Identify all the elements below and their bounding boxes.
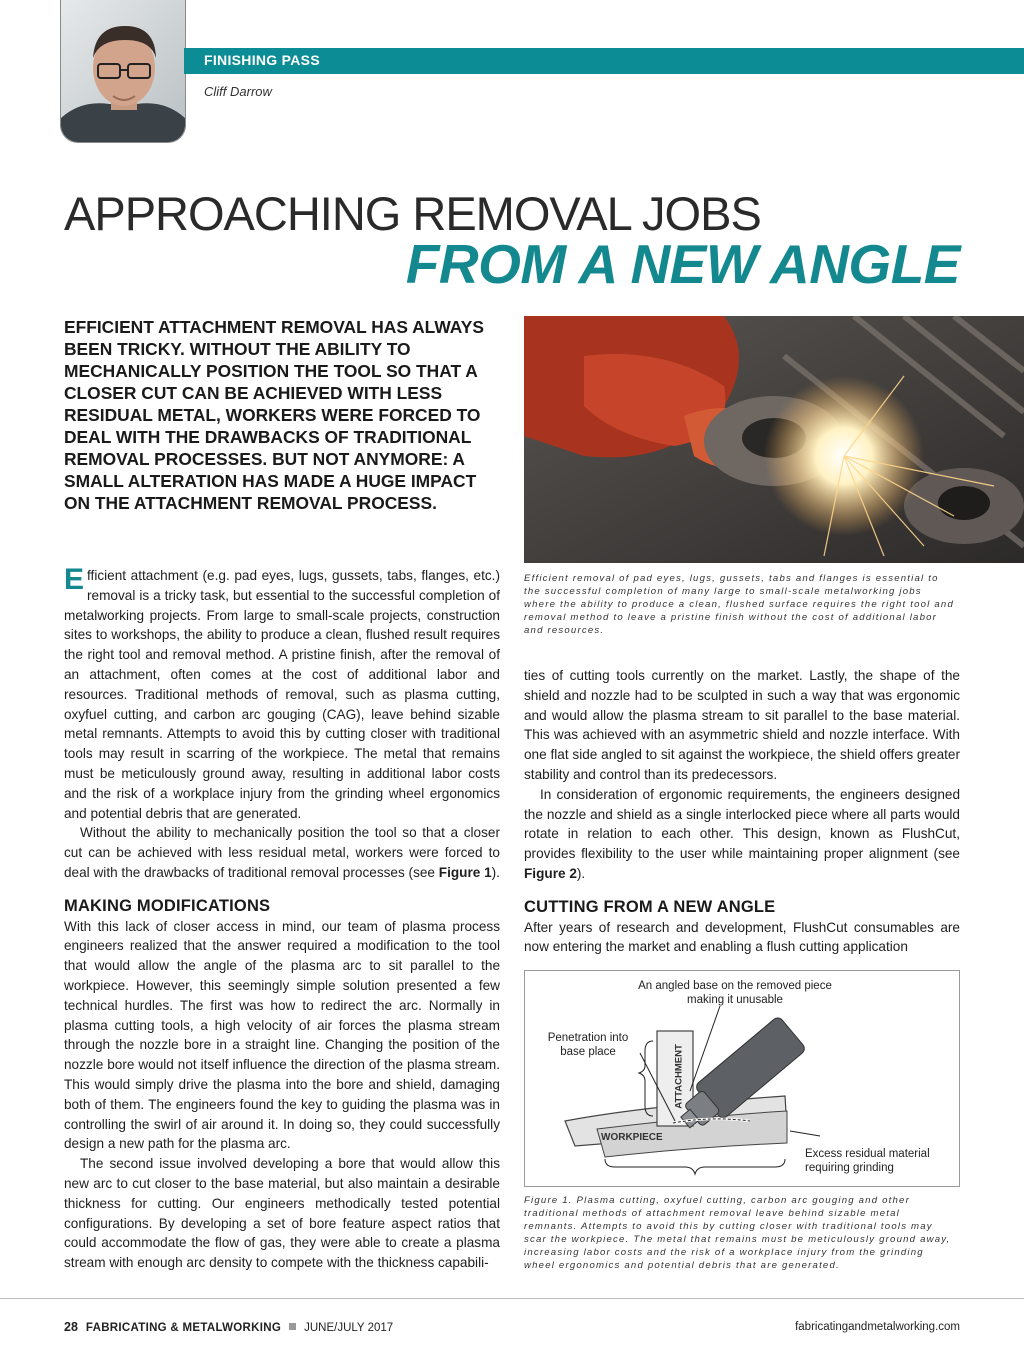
plasma-cutting-photo [524,316,1024,563]
body-column-left [64,563,500,1273]
figure-1-label-angled-base: An angled base on the removed piece making it unusable [638,980,832,1006]
section-label: FINISHING PASS [204,52,320,68]
subhead-making-modifications: MAKING MODIFICATIONS [64,896,271,915]
figure-2-ref: Figure 2 [524,865,577,881]
figure-1-label-workpiece: WORKPIECE [601,1132,663,1143]
subhead-cutting-from-a-new-angle: CUTTING FROM A NEW ANGLE [524,897,776,916]
body-column-right [524,666,960,957]
headline-line-2: FROM A NEW ANGLE [405,233,960,295]
figure-1-ref: Figure 1 [438,864,492,880]
magazine-name: FABRICATING & METALWORKING [85,1322,282,1334]
figure-1-label-attachment: ATTACHMENT [673,1044,685,1109]
body-paragraph-6: In consideration of ergonomic requirements, the engineers designed the nozzle and shield as a single interlocked piece where all parts would rotate in relation to each other. This design, known as FlushCut, provides flexibility to the user while maintaining proper alignment (see Figure 2). [524,786,960,881]
figure-1-label-excess-material: Excess residual material requiring grinding [805,1148,930,1174]
body-paragraph-1: fficient attachment (e.g. pad eyes, lugs, gussets, tabs, flanges, etc.) removal is a tricky task, but essential to the successful completion of metalworking projects. From large to small-scale projects, construction sites to workshops, the ability to produce a clean, flushed result requires the right tool and removal method. A pristine finish, after the removal of an attachment, often comes at the cost of additional labor and resources. Traditional methods of removal, such as plasma cutting, oxyfuel cutting, and carbon arc gouging (CAG), leave behind sizable metal remnants. Attempts to avoid this by cutting closer with traditional tools may result in scarring of the workpiece. The metal that remains must be meticulously ground away, resulting in additional labor costs and the risk of a workplace injury from the grinding wheel ergonomics and potential debris that are generated. [64,568,500,821]
body-paragraph-3: With this lack of closer access in mind, our team of plasma process engineers realized that the answer required a modification to the tool that would allow the angle of the plasma arc to sit parallel to the workpiece. However, this seemingly simple solution presented a few technical hurdles. The first was how to redirect the arc. Normally in plasma cutting tools, a high velocity of air forces the plasma stream through the nozzle bore in a straight line. Changing the position of the nozzle bore would not itself influence the direction of the plasma stream. This would simply drive the plasma into the bore and shield, damaging both of them. The engineers found the key to guiding the plasma was in controlling the swirl of air around it. In doing so, they could successfully design a new path for the plasma arc. [64,918,500,1152]
drop-cap: E [64,563,85,596]
body-paragraph-5: ties of cutting tools currently on the market. Lastly, the shape of the shield and nozzle had to be sculpted in such a way that was ergonomic and would allow the plasma stream to sit parallel to the base material. This was achieved with an asymmetric shield and nozzle interface. With one flat side angled to sit against the workpiece, the shield offers greater stability and control than its predecessors. [524,668,960,782]
author-name: Cliff Darrow [204,84,272,99]
issue-date: JUNE/JULY 2017 [304,1322,394,1334]
body-paragraph-2: Without the ability to mechanically position the tool so that a closer cut can be achieved with less residual metal, workers were forced to deal with the drawbacks of traditional removal processes (see Figure 1). [64,825,500,880]
body-paragraph-4: The second issue involved developing a bore that would allow this new arc to cut closer to the base material, but also maintain a desirable thickness for cutting. Our engineers methodically tested potential configurations. By developing a set of bore feature aspect ratios that could accommodate the flow of gas, they were able to create a plasma stream with enough arc density to compete with the thickness capabili- [64,1156,500,1271]
separator-square-icon [289,1323,296,1330]
page-number: 28 [64,1320,78,1334]
footer-url: fabricatingandmetalworking.com [795,1321,960,1333]
author-portrait [60,0,186,143]
footer-rule [0,1298,1024,1299]
photo-caption: Efficient removal of pad eyes, lugs, gussets, tabs and flanges is essential to the successful completion of many large to small-scale metalworking jobs where the ability to produce a clean, flushed surface requires the right tool and removal method to leave a pristine finish without the cost of additional labor and resources. [524,573,954,636]
figure-1-label-penetration: Penetration into base place [547,1032,629,1058]
body-paragraph-7: After years of research and development, FlushCut consumables are now entering the market and enabling a flush cutting application [524,919,960,955]
figure-1-diagram [524,970,960,1187]
figure-1-caption: Figure 1. Plasma cutting, oxyfuel cutting, carbon arc gouging and other traditional methods of attachment removal leave behind sizable metal remnants. Attempts to avoid this by cutting closer with traditional tools may scar the workpiece. The metal that remains must be meticulously ground away, increasing labor costs and the risk of a workplace injury from the grinding wheel ergonomics and potential debris that are generated. [524,1195,951,1271]
headline-line-1: APPROACHING REMOVAL JOBS [64,187,761,240]
footer-folio [64,1320,393,1334]
article-deck: EFFICIENT ATTACHMENT REMOVAL HAS ALWAYS BEEN TRICKY. WITHOUT THE ABILITY TO MECHANICALLY POSITION THE TOOL SO THAT A CLOSER CUT CAN BE ACHIEVED WITH LESS RESIDUAL METAL, WORKERS WERE FORCED TO DEAL WITH THE DRAWBACKS OF TRADITIONAL REMOVAL PROCESSES. BUT NOT ANYMORE: A SMALL ALTERATION HAS MADE A HUGE IMPACT ON THE ATTACHMENT REMOVAL PROCESS. [64,317,484,513]
